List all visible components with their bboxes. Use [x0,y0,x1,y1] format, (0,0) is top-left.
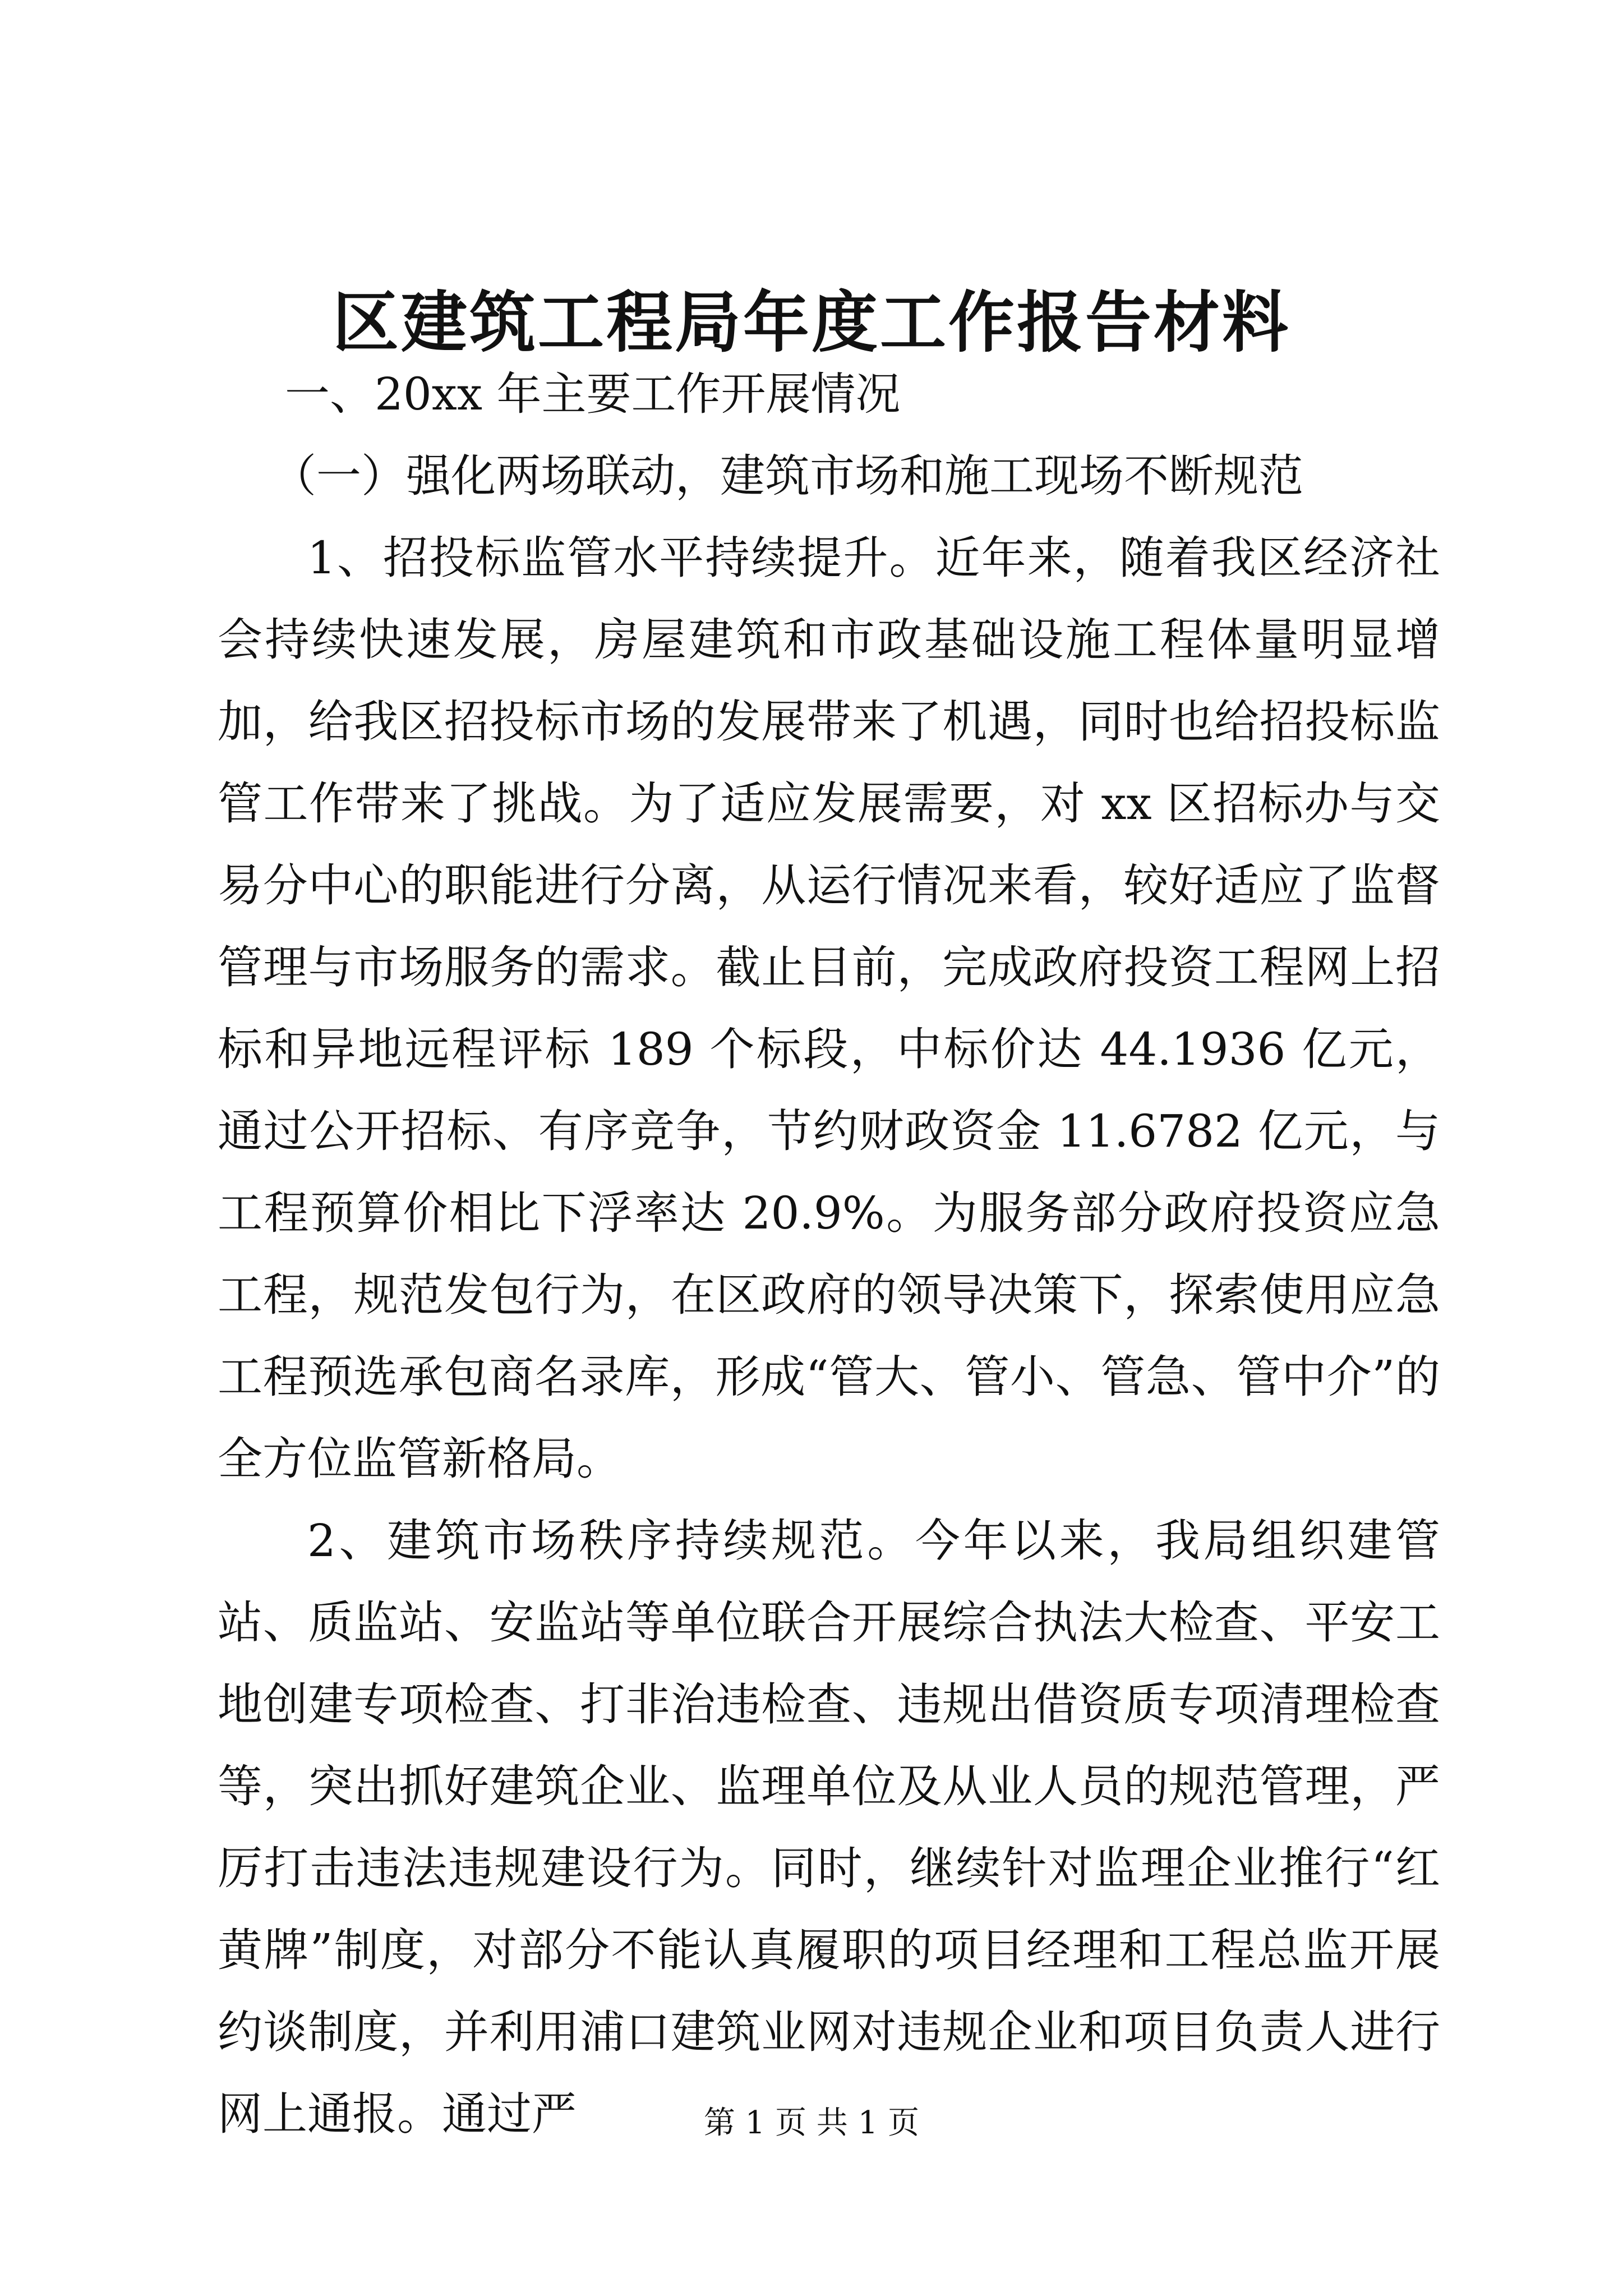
document-title: 区建筑工程局年度工作报告材料 [332,283,1290,361]
document-body [218,353,1440,2155]
body-paragraph: 1、招投标监管水平持续提升。近年来，随着我区经济社会持续快速发展，房屋建筑和市政基础设施工程体量明显增加，给我区招投标市场的发展带来了机遇，同时也给招投标监管工作带来了挑战。为了适应发展需要，对 xx 区招标办与交易分中心的职能进行分离，从运行情况来看，较好适应了监督管理与市场服务的需求。截止目前，完成政府投资工程网上招标和异地远程评标 189 个标段，中标价达 44.1936 亿元，通过公开招标、有序竞争，节约财政资金 11.6782 亿元，与工程预算价相比下浮率达 20.9%。为服务部分政府投资应急工程，规范发包行为，在区政府的领导决策下，探索使用应急工程预选承包商名录库，形成“管大、管小、管急、管中介”的全方位监管新格局。 [218,532,1440,1485]
section-heading: 一、20xx 年主要工作开展情况 [285,368,901,420]
page-footer: 第 1 页 共 1 页 [703,2105,920,2141]
subsection-heading: （一）强化两场联动，建筑市场和施工现场不断规范 [271,450,1303,502]
body-paragraph: 2、建筑市场秩序持续规范。今年以来，我局组织建管站、质监站、安监站等单位联合开展综合执法大检查、平安工地创建专项检查、打非治违检查、违规出借资质专项清理检查等，突出抓好建筑企业、监理单位及从业人员的规范管理，严厉打击违法违规建设行为。同时，继续针对监理企业推行“红黄牌”制度，对部分不能认真履职的项目经理和工程总监开展约谈制度，并利用浦口建筑业网对违规企业和项目负责人进行网上通报。通过严 [218,1515,1440,2140]
